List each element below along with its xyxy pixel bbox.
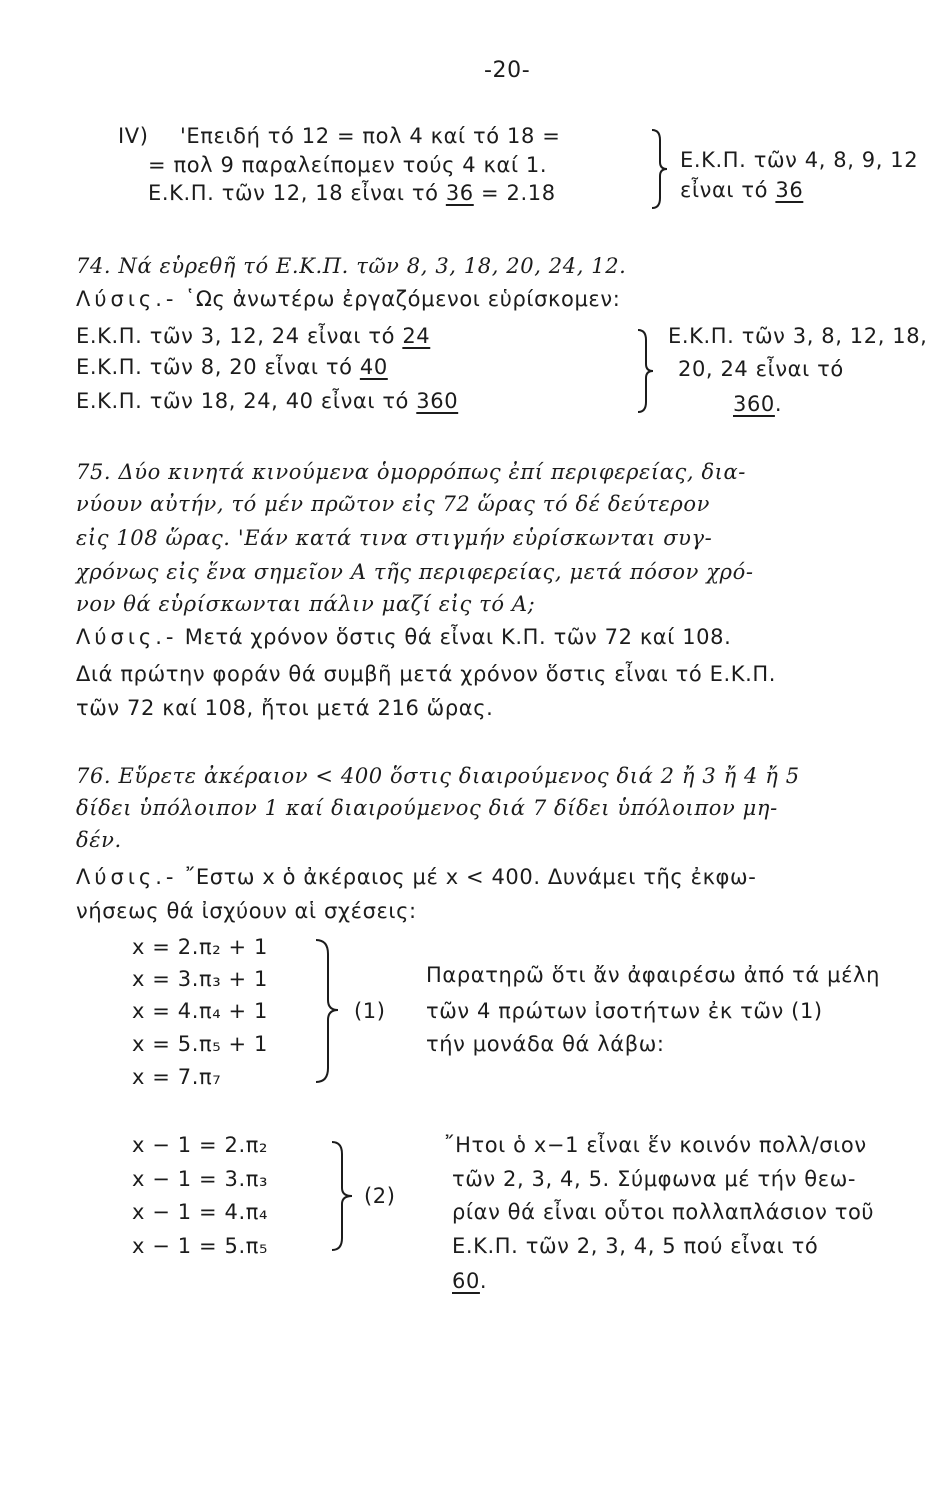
problem-74-solution [76, 289, 620, 310]
note2-result [452, 1271, 487, 1292]
problem-75-solution-label: Λύσις.- [76, 625, 178, 649]
problem-74-final-value: 360 [733, 392, 775, 416]
problem-75-line4: χρόνως εἰς ἕνα σημεῖον Α τῆς περιφερείας, μετά πόσον χρό- [76, 560, 754, 584]
section-iv-label: IV) [118, 124, 149, 148]
problem-74-row2-value: 40 [359, 355, 388, 379]
section-iv-right-result: 36 [775, 178, 804, 202]
section-iv-right2-text: εἶναι τό [680, 178, 769, 202]
system2-label: (2) [364, 1184, 396, 1208]
problem-74-row1-text: Ε.Κ.Π. τῶν 3, 12, 24 εἶναι τό [76, 324, 396, 348]
note2-line4: Ε.Κ.Π. τῶν 2, 3, 4, 5 πού εἶναι τό [452, 1234, 819, 1258]
note2-line1: ῎Ητοι ὁ x−1 εἶναι ἕν κοινόν πολλ/σιον [444, 1133, 867, 1157]
system1-eq-1: x = 2.π₂ + 1 [132, 935, 268, 959]
problem-76-solution-text: ῎Εστω x ὁ ἀκέραιος μέ x < 400. Δυνάμει τῆς ἐκφω- [184, 865, 757, 889]
problem-74-solution-label: Λύσις.- [76, 287, 178, 311]
section-iv-result-36: 36 [445, 181, 474, 205]
note1-line2: τῶν 4 πρώτων ἰσοτήτων ἐκ τῶν (1) [426, 999, 823, 1023]
problem-76-answer: 60 [452, 1269, 480, 1293]
problem-74-row3 [76, 391, 458, 412]
section-iv-right1: Ε.Κ.Π. τῶν 4, 8, 9, 12 [680, 148, 919, 172]
problem-76-solution-label: Λύσις.- [76, 865, 178, 889]
problem-74-final-period: . [774, 392, 783, 416]
problem-74-row2-text: Ε.Κ.Π. τῶν 8, 20 εἶναι τό [76, 355, 353, 379]
problem-74-right2: 20, 24 εἶναι τό [678, 357, 844, 381]
problem-76-line2: δίδει ὑπόλοιπον 1 καί διαιρούμενος διά 7 δίδει ὑπόλοιπον μη- [76, 796, 778, 820]
problem-74-right1: Ε.Κ.Π. τῶν 3, 8, 12, 18, [668, 324, 928, 348]
system2-eq-3: x − 1 = 4.π₄ [132, 1200, 268, 1224]
problem-74-solution-text: ῾Ως ἀνωτέρω ἐργαζόμενοι εὑρίσκομεν: [184, 287, 621, 311]
system2-eq-1: x − 1 = 2.π₂ [132, 1133, 268, 1157]
section-iv-right2 [680, 180, 803, 201]
problem-74-row3-value: 360 [416, 389, 459, 413]
problem-75-line3: εἰς 108 ὥρας. 'Εάν κατά τινα στιγμήν εὑρίσκωνται συγ- [76, 526, 713, 550]
section-iv-line2: = πολ 9 παραλείπομεν τούς 4 καί 1. [148, 153, 548, 177]
problem-75-solution [76, 627, 731, 648]
section-iv-line3-tail: = 2.18 [481, 181, 556, 205]
brace-iv [650, 126, 670, 212]
system1-eq-2: x = 3.π₃ + 1 [132, 967, 268, 991]
brace-system1 [314, 936, 342, 1086]
system1-eq-3: x = 4.π₄ + 1 [132, 999, 268, 1023]
system2-eq-4: x − 1 = 5.π₅ [132, 1234, 268, 1258]
problem-75-sol3: τῶν 72 καί 108, ἤτοι μετά 216 ὥρας. [76, 696, 494, 720]
brace-system2 [330, 1138, 356, 1254]
problem-75-line2: νύουν αὐτήν, τό μέν πρῶτον εἰς 72 ὥρας τό δέ δεύτερον [76, 492, 710, 516]
problem-76-sol2: νήσεως θά ἰσχύουν αἱ σχέσεις: [76, 899, 417, 923]
problem-75-solution-text: Μετά χρόνον ὅστις θά εἶναι Κ.Π. τῶν 72 καί 108. [184, 625, 732, 649]
brace-74 [636, 326, 656, 416]
section-iv-line1: 'Επειδή τό 12 = πολ 4 καί τό 18 = [180, 124, 561, 148]
problem-76-line3: δέν. [76, 828, 122, 852]
problem-75-line1: 75. Δύο κινητά κινούμενα ὁμορρόπως ἐπί περιφερείας, δια- [76, 460, 746, 484]
problem-74-row2 [76, 357, 388, 378]
section-iv-line3 [148, 183, 556, 204]
problem-76-line1: 76. Εὕρετε ἀκέραιον < 400 ὅστις διαιρούμενος διά 2 ἤ 3 ἤ 4 ἤ 5 [76, 764, 800, 788]
problem-74-statement: 74. Νά εὑρεθῆ τό Ε.Κ.Π. τῶν 8, 3, 18, 20, 24, 12. [76, 254, 627, 278]
section-iv-line3-text: Ε.Κ.Π. τῶν 12, 18 εἶναι τό [148, 181, 439, 205]
note2-line3: ρίαν θά εἶναι οὗτοι πολλαπλάσιον τοῦ [452, 1200, 875, 1224]
problem-74-row1 [76, 326, 430, 347]
system1-eq-5: x = 7.π₇ [132, 1065, 222, 1089]
problem-76-answer-period: . [479, 1269, 488, 1293]
note1-line3: τήν μονάδα θά λάβω: [426, 1032, 665, 1056]
system2-eq-2: x − 1 = 3.π₃ [132, 1167, 268, 1191]
problem-74-right3 [733, 394, 782, 415]
problem-74-row3-text: Ε.Κ.Π. τῶν 18, 24, 40 εἶναι τό [76, 389, 410, 413]
system1-eq-4: x = 5.π₅ + 1 [132, 1032, 268, 1056]
note1-line1: Παρατηρῶ ὅτι ἄν ἀφαιρέσω ἀπό τά μέλη [426, 963, 880, 987]
note2-line2: τῶν 2, 3, 4, 5. Σύμφωνα μέ τήν θεω- [452, 1167, 857, 1191]
system1-label: (1) [354, 999, 386, 1023]
problem-76-solution [76, 867, 756, 888]
page-number: -20- [484, 58, 531, 83]
problem-74-row1-value: 24 [402, 324, 431, 348]
problem-75-sol2: Διά πρώτην φοράν θά συμβῆ μετά χρόνον ὅστις εἶναι τό Ε.Κ.Π. [76, 662, 777, 686]
problem-75-line5: νον θά εὑρίσκωνται πάλιν μαζί εἰς τό Α; [76, 592, 536, 616]
